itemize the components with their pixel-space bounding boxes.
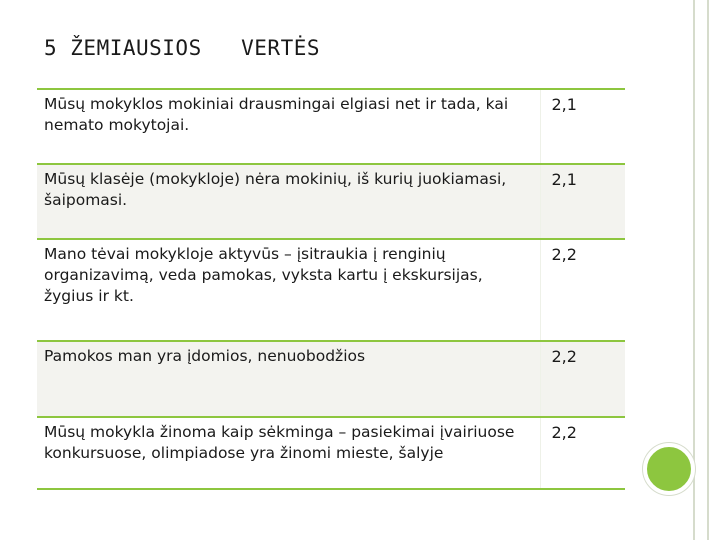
table-row bbox=[37, 89, 625, 164]
statement-cell: Mūsų klasėje (mokykloje) nėra mokinių, iš kurių juokiamasi, šaipomasi. bbox=[37, 164, 541, 239]
table-row bbox=[37, 341, 625, 417]
statement-cell: Mūsų mokykla žinoma kaip sėkminga – pasiekimai įvairiuose konkursuose, olimpiadose yra žinomi mieste, šalyje bbox=[37, 417, 541, 489]
table-row bbox=[37, 239, 625, 341]
value-cell: 2,2 bbox=[541, 341, 625, 417]
value-cell: 2,2 bbox=[541, 239, 625, 341]
value-cell: 2,1 bbox=[541, 164, 625, 239]
table-row bbox=[37, 417, 625, 489]
statement-cell: Mūsų mokyklos mokiniai drausmingai elgiasi net ir tada, kai nemato mokytojai. bbox=[37, 89, 541, 164]
value-cell: 2,1 bbox=[541, 89, 625, 164]
statement-cell: Pamokos man yra įdomios, nenuobodžios bbox=[37, 341, 541, 417]
slide-frame-line bbox=[707, 0, 709, 540]
decorative-circle bbox=[643, 443, 695, 495]
lowest-values-table bbox=[37, 88, 625, 490]
value-cell: 2,2 bbox=[541, 417, 625, 489]
table-row bbox=[37, 164, 625, 239]
slide-title: 5 ŽEMIAUSIOS VERTĖS bbox=[44, 36, 321, 60]
statement-cell: Mano tėvai mokykloje aktyvūs – įsitraukia į renginių organizavimą, veda pamokas, vyksta kartu į ekskursijas, žygius ir kt. bbox=[37, 239, 541, 341]
